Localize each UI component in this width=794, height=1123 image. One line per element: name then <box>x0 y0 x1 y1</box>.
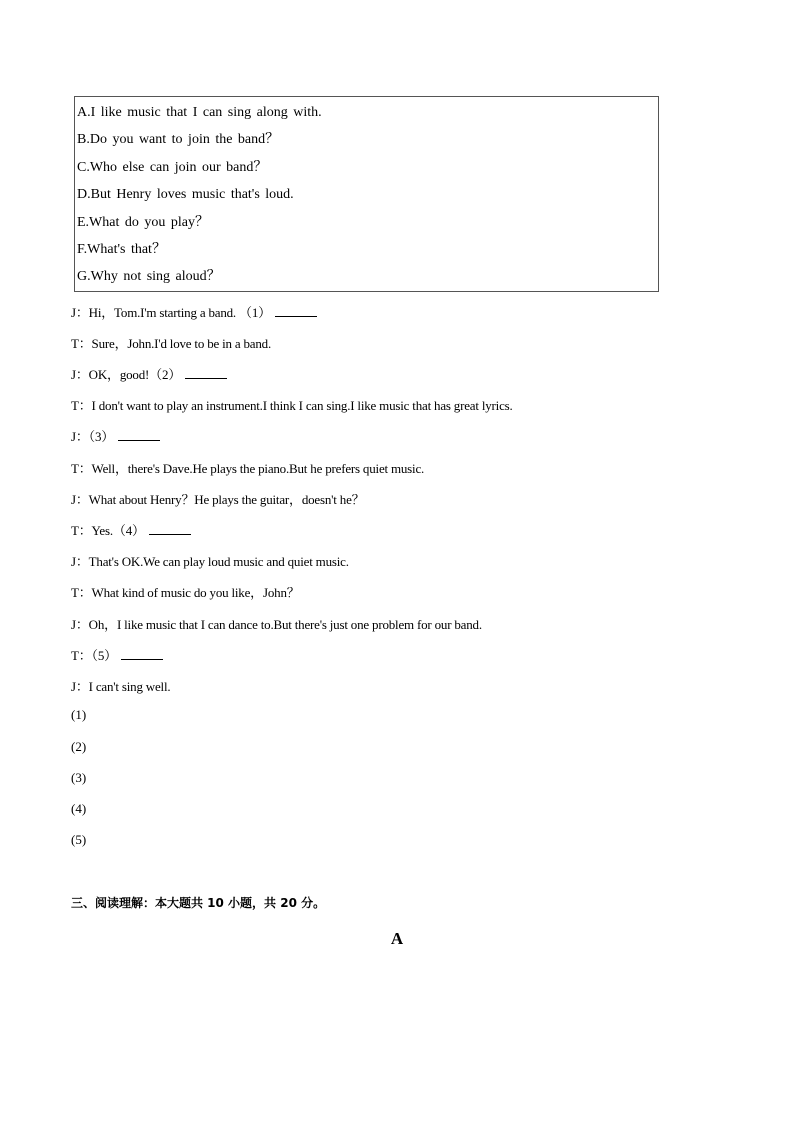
answer-2[interactable]: (2) <box>71 739 87 754</box>
dialog-line-9: J：That's OK.We can play loud music and quiet music. <box>71 554 349 569</box>
option-d: D.But Henry loves music that's loud. <box>77 187 294 203</box>
blank-4[interactable] <box>149 523 191 535</box>
option-e: E.What do you play？ <box>77 214 209 230</box>
option-c: C.Who else can join our band？ <box>77 159 268 175</box>
answer-3[interactable]: (3) <box>71 770 87 785</box>
dialog-line-3: J：OK，good!（2） <box>71 364 227 383</box>
answer-5[interactable]: (5) <box>71 832 87 847</box>
dialog-line-4: T：I don't want to play an instrument.I think I can sing.I like music that has great lyrics. <box>71 398 513 413</box>
answer-4[interactable]: (4) <box>71 801 87 816</box>
dialog-line-8: T：Yes.（4） <box>71 520 191 539</box>
option-f: F.What's that？ <box>77 241 166 257</box>
dialog-line-2: T：Sure，John.I'd love to be in a band. <box>71 336 272 351</box>
blank-2[interactable] <box>185 367 227 379</box>
dialog-line-5: J：（3） <box>71 426 160 445</box>
answer-1[interactable]: (1) <box>71 707 87 722</box>
option-b: B.Do you want to join the band？ <box>77 132 280 148</box>
dialog-line-11: J：Oh，I like music that I can dance to.But there's just one problem for our band. <box>71 617 482 632</box>
dialog-line-12: T：（5） <box>71 645 163 664</box>
section-heading: 三、阅读理解：本大题共 10 小题，共 20 分。 <box>71 896 326 910</box>
option-g: G.Why not sing aloud？ <box>77 269 221 285</box>
dialog-line-6: T：Well，there's Dave.He plays the piano.But he prefers quiet music. <box>71 461 425 476</box>
dialog-line-1: J：Hi，Tom.I'm starting a band. （1） <box>71 302 317 321</box>
dialog-line-10: T：What kind of music do you like，John？ <box>71 585 300 600</box>
blank-3[interactable] <box>118 429 160 441</box>
blank-1[interactable] <box>275 305 317 317</box>
dialog-line-7: J：What about Henry？He plays the guitar，doesn't he？ <box>71 492 365 507</box>
dialog-line-13: J：I can't sing well. <box>71 679 171 694</box>
options-box <box>74 96 659 292</box>
option-a: A.I like music that I can sing along with. <box>77 105 322 120</box>
passage-title: A <box>390 929 404 948</box>
blank-5[interactable] <box>121 648 163 660</box>
